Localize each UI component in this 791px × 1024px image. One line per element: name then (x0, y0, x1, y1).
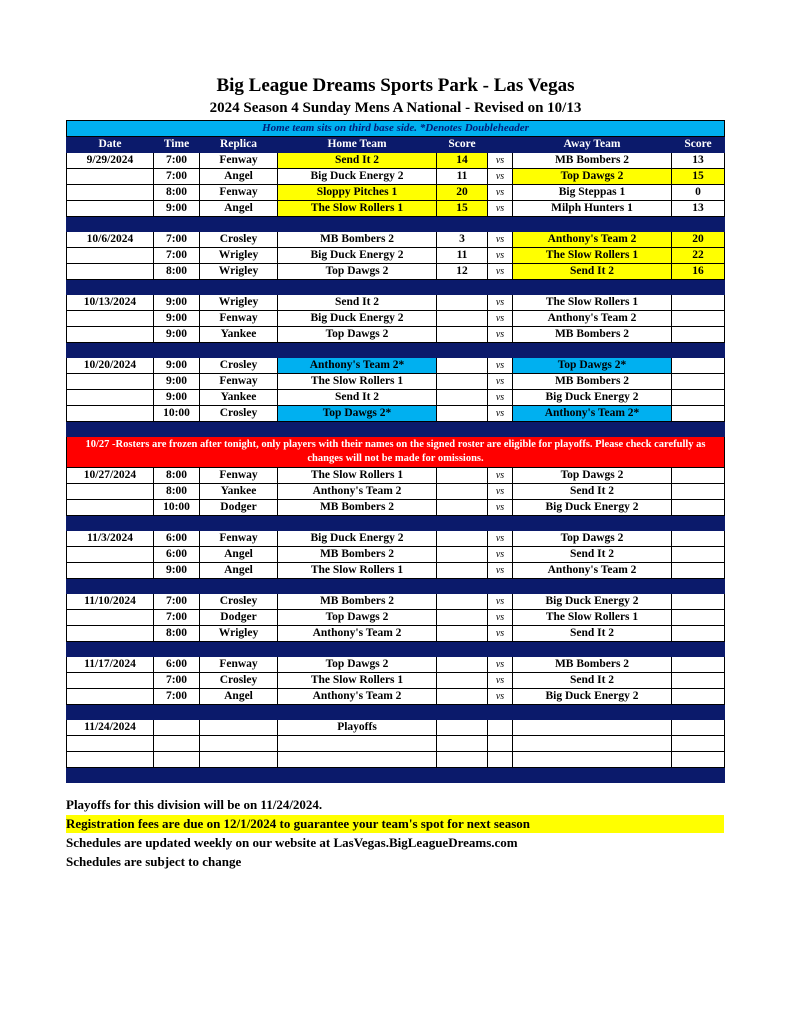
away-team: Send It 2 (513, 673, 672, 689)
separator-bar (67, 705, 725, 720)
header-replica: Replica (200, 137, 278, 153)
away-team: Big Steppas 1 (513, 185, 672, 201)
home-team: Big Duck Energy 2 (278, 311, 437, 327)
game-field: Angel (200, 563, 278, 579)
away-score (672, 374, 725, 390)
away-score (672, 390, 725, 406)
home-score: 12 (437, 264, 488, 280)
away-score (672, 295, 725, 311)
game-field: Wrigley (200, 626, 278, 642)
home-team: Playoffs (278, 720, 437, 736)
away-team: Big Duck Energy 2 (513, 689, 672, 705)
game-field: Fenway (200, 153, 278, 169)
game-field: Wrigley (200, 248, 278, 264)
game-time: 8:00 (154, 264, 200, 280)
home-team: MB Bombers 2 (278, 500, 437, 516)
game-date: 11/10/2024 (67, 594, 154, 610)
away-score (672, 500, 725, 516)
week-separator (67, 705, 725, 720)
game-field: Wrigley (200, 295, 278, 311)
game-row (67, 327, 725, 343)
away-score (672, 610, 725, 626)
vs-label: vs (488, 594, 513, 610)
separator-bar (67, 217, 725, 232)
away-score (672, 626, 725, 642)
home-score (437, 295, 488, 311)
home-score (437, 468, 488, 484)
home-score (437, 327, 488, 343)
game-date (67, 626, 154, 642)
home-team: The Slow Rollers 1 (278, 201, 437, 217)
game-time: 8:00 (154, 484, 200, 500)
game-date (67, 311, 154, 327)
home-score (437, 390, 488, 406)
away-team: Top Dawgs 2* (513, 358, 672, 374)
game-time: 7:00 (154, 153, 200, 169)
game-row (67, 264, 725, 280)
game-date (67, 327, 154, 343)
game-field: Fenway (200, 374, 278, 390)
home-team: Anthony's Team 2* (278, 358, 437, 374)
game-date (67, 752, 154, 768)
game-row (67, 185, 725, 201)
vs-label: vs (488, 563, 513, 579)
home-team: Anthony's Team 2 (278, 484, 437, 500)
home-team: Top Dawgs 2 (278, 610, 437, 626)
game-date (67, 673, 154, 689)
away-score (672, 358, 725, 374)
game-row (67, 752, 725, 768)
away-team (513, 736, 672, 752)
game-field: Fenway (200, 657, 278, 673)
home-team: The Slow Rollers 1 (278, 563, 437, 579)
away-score (672, 752, 725, 768)
home-score (437, 531, 488, 547)
week-separator (67, 280, 725, 295)
home-score (437, 358, 488, 374)
home-team: Top Dawgs 2 (278, 657, 437, 673)
game-field: Yankee (200, 327, 278, 343)
away-score (672, 406, 725, 422)
footer-playoffs: Playoffs for this division will be on 11/24/2024. (66, 797, 323, 812)
game-field (200, 752, 278, 768)
week-separator (67, 642, 725, 657)
game-field: Fenway (200, 531, 278, 547)
home-score: 3 (437, 232, 488, 248)
game-time: 7:00 (154, 169, 200, 185)
game-date: 10/6/2024 (67, 232, 154, 248)
game-date (67, 248, 154, 264)
away-team: MB Bombers 2 (513, 153, 672, 169)
home-team: The Slow Rollers 1 (278, 374, 437, 390)
away-team (513, 720, 672, 736)
game-row (67, 484, 725, 500)
away-team: Anthony's Team 2 (513, 232, 672, 248)
away-team: Big Duck Energy 2 (513, 594, 672, 610)
game-time: 9:00 (154, 390, 200, 406)
game-field: Crosley (200, 358, 278, 374)
away-team: Anthony's Team 2 (513, 311, 672, 327)
away-team: Anthony's Team 2 (513, 563, 672, 579)
home-team (278, 752, 437, 768)
game-field (200, 736, 278, 752)
away-score (672, 531, 725, 547)
home-team (278, 736, 437, 752)
away-team: Send It 2 (513, 264, 672, 280)
away-team: Top Dawgs 2 (513, 169, 672, 185)
game-time: 7:00 (154, 594, 200, 610)
game-row (67, 657, 725, 673)
footer-website: Schedules are updated weekly on our website at LasVegas.BigLeagueDreams.com (66, 835, 518, 850)
note-text: Home team sits on third base side. *Denotes Doubleheader (67, 121, 725, 137)
game-date: 10/20/2024 (67, 358, 154, 374)
away-score (672, 594, 725, 610)
vs-label: vs (488, 689, 513, 705)
header-vs (488, 137, 513, 153)
game-row (67, 201, 725, 217)
week-separator (67, 343, 725, 358)
game-time: 9:00 (154, 295, 200, 311)
vs-label: vs (488, 153, 513, 169)
vs-label (488, 720, 513, 736)
home-score (437, 720, 488, 736)
away-team: MB Bombers 2 (513, 327, 672, 343)
game-date (67, 484, 154, 500)
vs-label: vs (488, 468, 513, 484)
away-team: Big Duck Energy 2 (513, 500, 672, 516)
game-field: Angel (200, 201, 278, 217)
game-row (67, 169, 725, 185)
game-time: 7:00 (154, 610, 200, 626)
game-time: 9:00 (154, 201, 200, 217)
game-row (67, 626, 725, 642)
game-field: Angel (200, 169, 278, 185)
header-away-team: Away Team (513, 137, 672, 153)
home-score (437, 673, 488, 689)
home-team: Send It 2 (278, 390, 437, 406)
vs-label (488, 736, 513, 752)
game-time: 7:00 (154, 232, 200, 248)
game-time: 8:00 (154, 626, 200, 642)
vs-label: vs (488, 232, 513, 248)
game-time: 9:00 (154, 327, 200, 343)
vs-label: vs (488, 248, 513, 264)
away-score (672, 311, 725, 327)
game-row (67, 232, 725, 248)
game-time: 8:00 (154, 468, 200, 484)
away-team: Send It 2 (513, 626, 672, 642)
home-score (437, 752, 488, 768)
note-row (67, 121, 725, 137)
separator-bar (67, 642, 725, 657)
away-team: The Slow Rollers 1 (513, 295, 672, 311)
home-team: Send It 2 (278, 295, 437, 311)
game-date (67, 169, 154, 185)
page-title: Big League Dreams Sports Park - Las Vegas (216, 75, 575, 96)
game-time: 7:00 (154, 673, 200, 689)
vs-label: vs (488, 264, 513, 280)
week-separator (67, 579, 725, 594)
home-score (437, 689, 488, 705)
game-date (67, 689, 154, 705)
game-time: 10:00 (154, 406, 200, 422)
away-team: Send It 2 (513, 547, 672, 563)
game-row (67, 390, 725, 406)
header-home-team: Home Team (278, 137, 437, 153)
game-date (67, 610, 154, 626)
game-field: Fenway (200, 311, 278, 327)
vs-label: vs (488, 406, 513, 422)
schedule-table (66, 120, 725, 783)
game-row (67, 295, 725, 311)
game-field: Dodger (200, 500, 278, 516)
game-row (67, 153, 725, 169)
game-time: 10:00 (154, 500, 200, 516)
week-separator (67, 768, 725, 783)
vs-label: vs (488, 374, 513, 390)
vs-label: vs (488, 327, 513, 343)
away-score (672, 689, 725, 705)
separator-bar (67, 280, 725, 295)
game-row (67, 720, 725, 736)
vs-label: vs (488, 626, 513, 642)
vs-label: vs (488, 657, 513, 673)
away-score: 16 (672, 264, 725, 280)
game-date: 10/13/2024 (67, 295, 154, 311)
game-field: Dodger (200, 610, 278, 626)
game-date (67, 390, 154, 406)
away-team: Milph Hunters 1 (513, 201, 672, 217)
vs-label: vs (488, 610, 513, 626)
game-row (67, 358, 725, 374)
week-separator (67, 217, 725, 232)
game-time: 9:00 (154, 563, 200, 579)
week-separator (67, 516, 725, 531)
away-team: Top Dawgs 2 (513, 531, 672, 547)
game-time: 6:00 (154, 657, 200, 673)
game-date (67, 374, 154, 390)
separator-bar (67, 768, 725, 783)
game-date (67, 201, 154, 217)
vs-label: vs (488, 484, 513, 500)
game-row (67, 406, 725, 422)
home-team: MB Bombers 2 (278, 232, 437, 248)
game-row (67, 374, 725, 390)
game-date: 11/24/2024 (67, 720, 154, 736)
header-date: Date (67, 137, 154, 153)
home-score: 11 (437, 248, 488, 264)
game-field: Crosley (200, 232, 278, 248)
away-score (672, 657, 725, 673)
roster-alert: 10/27 -Rosters are frozen after tonight, only players with their names on the signed roster are eligible for playoffs. Please check carefully as changes will not be made for omissions. (67, 437, 725, 468)
game-row (67, 736, 725, 752)
game-time: 9:00 (154, 311, 200, 327)
vs-label: vs (488, 185, 513, 201)
game-time: 9:00 (154, 374, 200, 390)
home-score: 14 (437, 153, 488, 169)
game-field: Angel (200, 547, 278, 563)
home-team: Top Dawgs 2* (278, 406, 437, 422)
footer-disclaimer: Schedules are subject to change (66, 854, 242, 869)
game-date (67, 736, 154, 752)
vs-label: vs (488, 358, 513, 374)
game-row (67, 531, 725, 547)
separator-bar (67, 422, 725, 437)
away-score (672, 327, 725, 343)
away-team: The Slow Rollers 1 (513, 248, 672, 264)
away-score (672, 547, 725, 563)
game-field: Crosley (200, 406, 278, 422)
game-date: 9/29/2024 (67, 153, 154, 169)
game-time: 9:00 (154, 358, 200, 374)
game-row (67, 610, 725, 626)
home-team: Top Dawgs 2 (278, 327, 437, 343)
game-field: Fenway (200, 185, 278, 201)
vs-label: vs (488, 673, 513, 689)
game-row (67, 594, 725, 610)
game-row (67, 468, 725, 484)
home-team: MB Bombers 2 (278, 594, 437, 610)
away-score (672, 563, 725, 579)
game-field: Wrigley (200, 264, 278, 280)
game-row (67, 689, 725, 705)
game-field (200, 720, 278, 736)
home-team: Anthony's Team 2 (278, 626, 437, 642)
game-date (67, 264, 154, 280)
game-date (67, 185, 154, 201)
vs-label: vs (488, 500, 513, 516)
vs-label (488, 752, 513, 768)
vs-label: vs (488, 390, 513, 406)
home-team: Big Duck Energy 2 (278, 531, 437, 547)
home-score: 20 (437, 185, 488, 201)
home-team: The Slow Rollers 1 (278, 468, 437, 484)
home-score (437, 374, 488, 390)
game-date (67, 547, 154, 563)
away-team: Big Duck Energy 2 (513, 390, 672, 406)
away-team: Top Dawgs 2 (513, 468, 672, 484)
game-date (67, 563, 154, 579)
game-time (154, 736, 200, 752)
vs-label: vs (488, 547, 513, 563)
game-field: Crosley (200, 673, 278, 689)
away-score: 15 (672, 169, 725, 185)
separator-bar (67, 343, 725, 358)
away-score (672, 673, 725, 689)
vs-label: vs (488, 201, 513, 217)
away-score (672, 468, 725, 484)
game-date (67, 500, 154, 516)
home-score (437, 547, 488, 563)
away-team: MB Bombers 2 (513, 374, 672, 390)
game-row (67, 311, 725, 327)
header-time: Time (154, 137, 200, 153)
page-subtitle: 2024 Season 4 Sunday Mens A National - Revised on 10/13 (209, 100, 582, 116)
away-team: Send It 2 (513, 484, 672, 500)
home-score (437, 594, 488, 610)
game-row (67, 500, 725, 516)
game-field: Yankee (200, 390, 278, 406)
away-team: MB Bombers 2 (513, 657, 672, 673)
game-row (67, 563, 725, 579)
home-score (437, 736, 488, 752)
away-score (672, 484, 725, 500)
game-date: 10/27/2024 (67, 468, 154, 484)
game-field: Yankee (200, 484, 278, 500)
home-team: Sloppy Pitches 1 (278, 185, 437, 201)
roster-alert-row (67, 437, 725, 468)
header-home-score: Score (437, 137, 488, 153)
home-team: The Slow Rollers 1 (278, 673, 437, 689)
away-score: 13 (672, 201, 725, 217)
game-time: 8:00 (154, 185, 200, 201)
home-team: Big Duck Energy 2 (278, 169, 437, 185)
home-team: Anthony's Team 2 (278, 689, 437, 705)
away-score: 20 (672, 232, 725, 248)
away-score: 13 (672, 153, 725, 169)
game-row (67, 248, 725, 264)
away-team: Anthony's Team 2* (513, 406, 672, 422)
vs-label: vs (488, 169, 513, 185)
home-score (437, 311, 488, 327)
home-score: 15 (437, 201, 488, 217)
home-team: Big Duck Energy 2 (278, 248, 437, 264)
home-team: MB Bombers 2 (278, 547, 437, 563)
game-date (67, 406, 154, 422)
game-time (154, 720, 200, 736)
header-row (67, 137, 725, 153)
vs-label: vs (488, 531, 513, 547)
home-score (437, 500, 488, 516)
away-score (672, 736, 725, 752)
separator-bar (67, 516, 725, 531)
game-field: Fenway (200, 468, 278, 484)
game-time: 6:00 (154, 547, 200, 563)
away-team (513, 752, 672, 768)
away-score (672, 720, 725, 736)
away-team: The Slow Rollers 1 (513, 610, 672, 626)
header-away-score: Score (672, 137, 725, 153)
away-score: 0 (672, 185, 725, 201)
home-score (437, 657, 488, 673)
vs-label: vs (488, 295, 513, 311)
home-score (437, 610, 488, 626)
game-time: 7:00 (154, 689, 200, 705)
home-team: Top Dawgs 2 (278, 264, 437, 280)
footer-registration: Registration fees are due on 12/1/2024 to guarantee your team's spot for next season (66, 815, 724, 833)
game-time: 7:00 (154, 248, 200, 264)
game-row (67, 673, 725, 689)
home-score (437, 626, 488, 642)
game-field: Crosley (200, 594, 278, 610)
game-field: Angel (200, 689, 278, 705)
game-row (67, 547, 725, 563)
game-date: 11/3/2024 (67, 531, 154, 547)
separator-bar (67, 579, 725, 594)
week-separator (67, 422, 725, 437)
game-date: 11/17/2024 (67, 657, 154, 673)
home-score (437, 406, 488, 422)
home-team: Send It 2 (278, 153, 437, 169)
vs-label: vs (488, 311, 513, 327)
home-score (437, 563, 488, 579)
home-score: 11 (437, 169, 488, 185)
game-time: 6:00 (154, 531, 200, 547)
away-score: 22 (672, 248, 725, 264)
home-score (437, 484, 488, 500)
game-time (154, 752, 200, 768)
